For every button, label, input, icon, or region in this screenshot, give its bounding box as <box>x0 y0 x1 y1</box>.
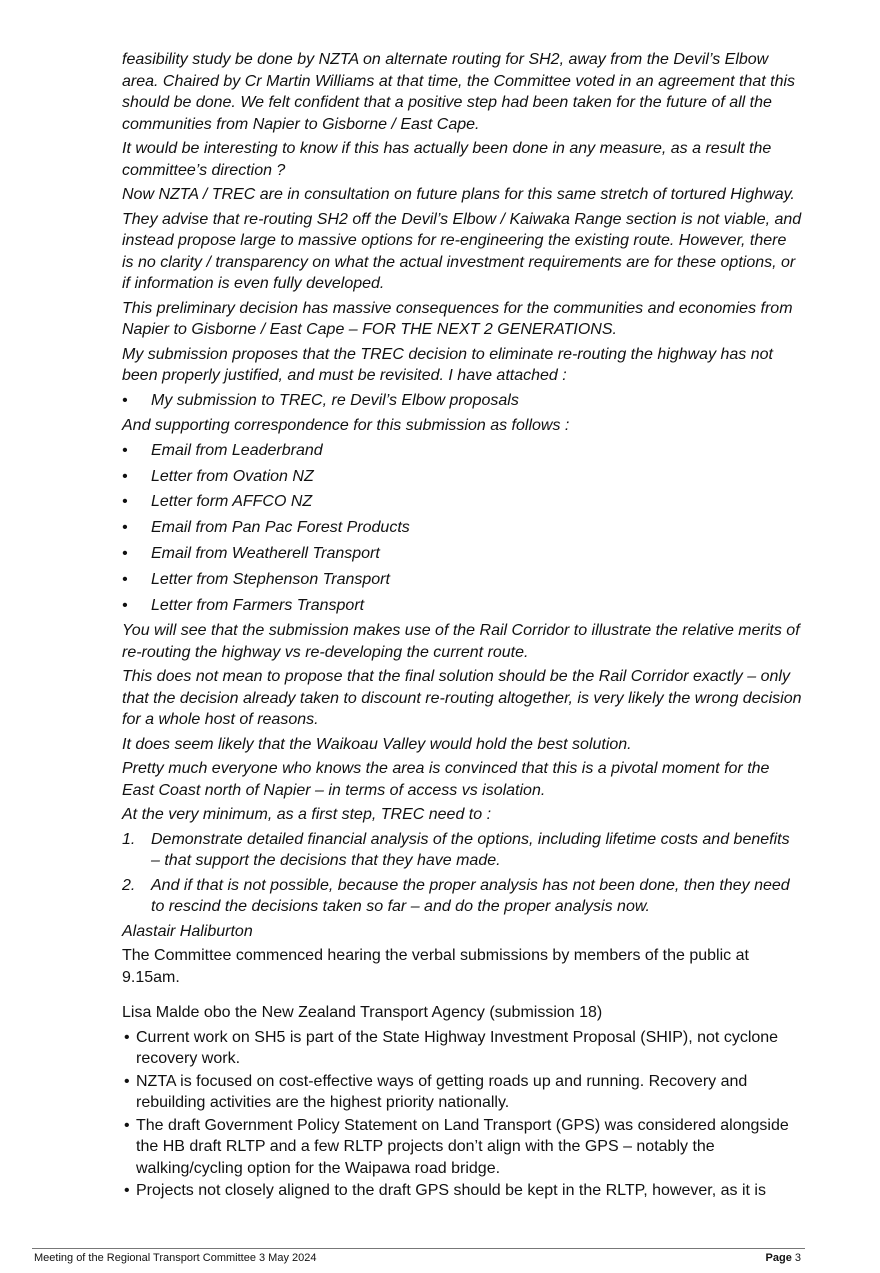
paragraph: At the very minimum, as a first step, TREC need to : <box>122 806 492 824</box>
step-number: 1. <box>122 830 136 848</box>
list-item: • Projects not closely aligned to the draft GPS should be kept in the RLTP, however, as it is <box>122 1180 802 1202</box>
paragraph: It does seem likely that the Waikoau Valley would hold the best solution. <box>122 735 632 753</box>
step-text: Demonstrate detailed financial analysis of the options, including lifetime costs and benefits – that support the decisions that they have made. <box>151 830 790 870</box>
paragraph: Pretty much everyone who knows the area is convinced that this is a pivotal moment for the East Coast north of Napier – in terms of access vs isolation. <box>122 760 770 799</box>
minutes-paragraph: The Committee commenced hearing the verbal submissions by members of the public at 9.15am. <box>122 947 749 986</box>
page-number: 3 <box>794 1252 801 1264</box>
page-body <box>122 49 802 1203</box>
signature: Alastair Haliburton <box>122 922 253 940</box>
paragraph: This does not mean to propose that the final solution should be the Rail Corridor exactly – only that the decision already taken to discount re-routing altogether, is very likely the wrong decision for a whole host of reasons. <box>122 668 802 729</box>
step-number: 2. <box>122 876 136 894</box>
attached-list <box>122 390 802 412</box>
list-item: • The draft Government Policy Statement on Land Transport (GPS) was considered alongside the HB draft RLTP and a few RLTP projects don’t align with the GPS – notably the walking/cycling option for the Waipawa road bridge. <box>122 1115 802 1180</box>
page-label: Page <box>765 1252 792 1264</box>
submission-points <box>122 1027 802 1202</box>
list-item: • Letter from Stephenson Transport <box>122 569 802 591</box>
paragraph: They advise that re-routing SH2 off the Devil’s Elbow / Kaiwaka Range section is not viable, and instead propose large to massive options for re-engineering the existing route. However, there is no clarity / transparency on what the actual investment requirements are for these options, or if information is even fully developed. <box>122 210 802 292</box>
steps-list <box>122 829 802 918</box>
footer-meeting-title: Meeting of the Regional Transport Committee 3 May 2024 <box>34 1252 317 1264</box>
list-item: • Letter form AFFCO NZ <box>122 491 802 513</box>
paragraph: This preliminary decision has massive consequences for the communities and economies from Napier to Gisborne / East Cape – FOR THE NEXT 2 GENERATIONS. <box>122 299 793 338</box>
list-item: • NZTA is focused on cost-effective ways of getting roads up and running. Recovery and rebuilding activities are the highest priority nationally. <box>122 1071 802 1114</box>
submission-letter <box>122 49 802 942</box>
footer-divider <box>32 1248 805 1249</box>
list-item <box>122 829 802 872</box>
submitter-heading: Lisa Malde obo the New Zealand Transport Agency (submission 18) <box>122 1004 603 1022</box>
list-item: • Current work on SH5 is part of the State Highway Investment Proposal (SHIP), not cyclone recovery work. <box>122 1027 802 1070</box>
paragraph: It would be interesting to know if this has actually been done in any measure, as a result the committee’s direction ? <box>122 140 772 179</box>
spacer <box>122 991 802 1002</box>
paragraph: Now NZTA / TREC are in consultation on future plans for this same stretch of tortured Highway. <box>122 186 795 203</box>
step-text: And if that is not possible, because the proper analysis has not been done, then they need to rescind the decisions taken so far – and do the proper analysis now. <box>151 876 790 916</box>
paragraph: And supporting correspondence for this submission as follows : <box>122 417 570 435</box>
list-item: • Letter from Farmers Transport <box>122 595 802 617</box>
correspondence-list <box>122 440 802 616</box>
paragraph: My submission proposes that the TREC decision to eliminate re-routing the highway has not been properly justified, and must be revisited. I have attached : <box>122 345 773 384</box>
list-item: • My submission to TREC, re Devil’s Elbow proposals <box>122 390 802 412</box>
list-item: • Email from Weatherell Transport <box>122 543 802 565</box>
list-item: • Email from Leaderbrand <box>122 440 802 462</box>
paragraph: You will see that the submission makes use of the Rail Corridor to illustrate the relative merits of re-routing the highway vs re-developing the current route. <box>122 622 800 661</box>
list-item: • Letter from Ovation NZ <box>122 466 802 488</box>
list-item: • Email from Pan Pac Forest Products <box>122 517 802 539</box>
list-item <box>122 875 802 918</box>
paragraph: feasibility study be done by NZTA on alternate routing for SH2, away from the Devil’s Elbow area. Chaired by Cr Martin Williams at that time, the Committee voted in an agreement that this should be done. We felt confident that a positive step had been taken for the future of all the communities from Napier to Gisborne / East Cape. <box>122 51 796 133</box>
footer-page-number <box>766 1251 801 1265</box>
